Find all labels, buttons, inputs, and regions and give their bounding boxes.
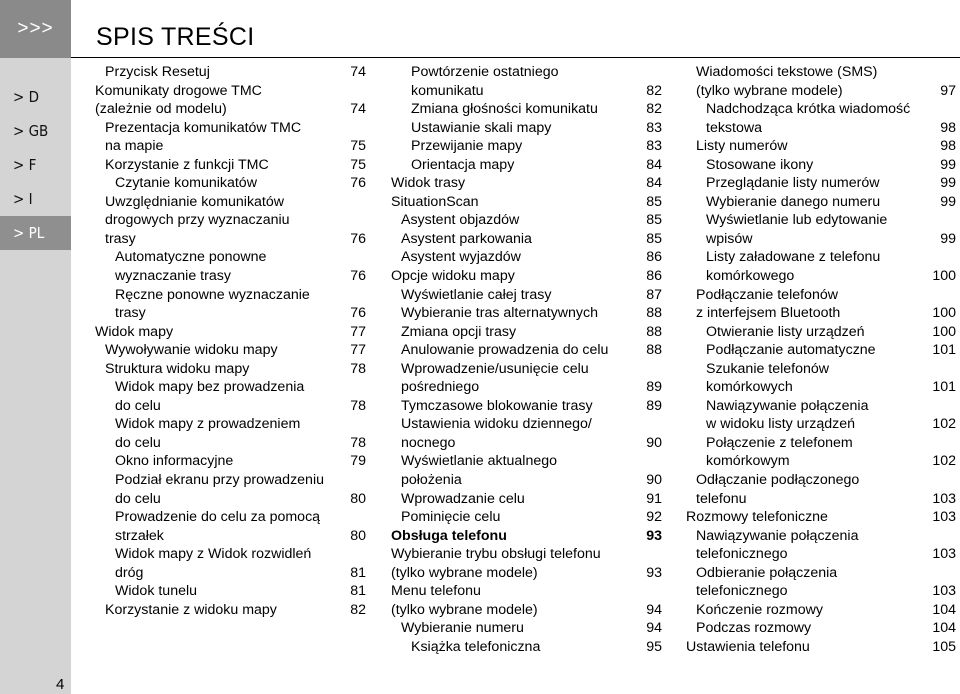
page-number: 4: [56, 676, 65, 693]
lang-tab-pl[interactable]: > PL: [0, 216, 71, 250]
toc-entry-title: Opcje widoku mapy: [391, 268, 515, 285]
toc-entry[interactable]: [686, 341, 956, 360]
toc-entry-title: pośredniego: [401, 379, 480, 396]
toc-entry-title: Kończenie rozmowy: [696, 601, 823, 618]
toc-entry-page: 99: [940, 193, 956, 210]
toc-entry-title: Pominięcie celu: [401, 509, 501, 526]
toc-entry[interactable]: [95, 248, 366, 267]
language-sidebar: [0, 0, 71, 694]
toc-entry-title: Podłączanie telefonów: [696, 286, 838, 303]
toc-entry-title: (tylko wybrane modele): [391, 601, 538, 618]
toc-entry-page: 75: [350, 156, 366, 173]
toc-entry-page: 80: [350, 527, 366, 544]
toc-entry-page: 81: [350, 583, 366, 600]
toc-entry[interactable]: [391, 248, 662, 267]
toc-entry-page: 76: [350, 305, 366, 322]
toc-entry-page: 102: [932, 453, 956, 470]
toc-entry-title: Zmiana opcji trasy: [401, 323, 517, 340]
toc-entry-page: 102: [932, 416, 956, 433]
toc-entry-title: Menu telefonu: [391, 583, 481, 600]
toc-entry[interactable]: [686, 286, 956, 305]
toc-entry-title: Połączenie z telefonem: [706, 434, 853, 451]
toc-entry-page: 76: [350, 268, 366, 285]
toc-column-3: [686, 63, 956, 657]
toc-entry[interactable]: [95, 63, 366, 82]
toc-entry-page: 76: [350, 230, 366, 247]
toc-entry[interactable]: [686, 156, 956, 175]
toc-entry[interactable]: [391, 490, 662, 509]
toc-entry[interactable]: [391, 82, 662, 101]
toc-entry-title: Obsługa telefonu: [391, 527, 507, 544]
toc-entry-title: Czytanie komunikatów: [115, 175, 257, 192]
toc-entry-title: Anulowanie prowadzenia do celu: [401, 342, 609, 359]
toc-entry[interactable]: [95, 582, 366, 601]
toc-entry[interactable]: [686, 638, 956, 657]
toc-entry-title: Książka telefoniczna: [411, 638, 541, 655]
toc-entry[interactable]: [391, 100, 662, 119]
toc-entry[interactable]: [391, 323, 662, 342]
toc-entry-title: Podłączanie automatyczne: [706, 342, 876, 359]
toc-entry[interactable]: [391, 119, 662, 138]
toc-entry-page: 103: [932, 546, 956, 563]
toc-entry-page: 89: [646, 379, 662, 396]
toc-entry-title: na mapie: [105, 138, 164, 155]
toc-entry-title: Podczas rozmowy: [696, 620, 812, 637]
toc-entry-page: 95: [646, 638, 662, 655]
toc-entry[interactable]: [686, 304, 956, 323]
toc-entry-page: 75: [350, 138, 366, 155]
toc-entry-title: Wyświetlanie całej trasy: [401, 286, 552, 303]
toc-entry[interactable]: [95, 490, 366, 509]
toc-entry-page: 103: [932, 490, 956, 507]
toc-entry[interactable]: [686, 230, 956, 249]
toc-entry-title: komunikatu: [411, 82, 484, 99]
toc-entry-title: (tylko wybrane modele): [696, 82, 843, 99]
toc-entry[interactable]: [391, 230, 662, 249]
toc-entry-page: 105: [932, 638, 956, 655]
toc-entry[interactable]: [686, 63, 956, 82]
toc-entry-title: SituationScan: [391, 193, 479, 210]
toc-entry-title: Prowadzenie do celu za pomocą: [115, 509, 321, 526]
toc-entry-page: 97: [940, 82, 956, 99]
toc-entry[interactable]: [391, 582, 662, 601]
lang-tab-gb[interactable]: > GB: [13, 122, 49, 140]
toc-entry[interactable]: [95, 304, 366, 323]
toc-entry[interactable]: [686, 82, 956, 101]
toc-entry-title: wpisów: [706, 230, 753, 247]
toc-entry-title: Przewijanie mapy: [411, 138, 523, 155]
toc-entry-title: Listy numerów: [696, 138, 788, 155]
toc-entry-title: Widok mapy: [95, 323, 174, 340]
toc-entry[interactable]: [686, 434, 956, 453]
toc-entry-title: Korzystanie z funkcji TMC: [105, 156, 269, 173]
toc-entry[interactable]: [95, 119, 366, 138]
toc-entry[interactable]: [391, 508, 662, 527]
page-header: [71, 0, 960, 58]
toc-entry[interactable]: [95, 397, 366, 416]
toc-entry-page: 89: [646, 397, 662, 414]
toc-entry-page: 104: [932, 620, 956, 637]
toc-entry-title: strzałek: [115, 527, 164, 544]
toc-entry-page: 93: [646, 527, 662, 544]
toc-entry-page: 100: [932, 323, 956, 340]
toc-entry-title: Ustawianie skali mapy: [411, 119, 552, 136]
toc-entry[interactable]: [686, 601, 956, 620]
toc-entry-title: Wyświetlanie aktualnego: [401, 453, 558, 470]
toc-entry-page: 91: [646, 490, 662, 507]
toc-entry-title: Szukanie telefonów: [706, 360, 830, 377]
toc-entry-page: 90: [646, 434, 662, 451]
toc-entry[interactable]: [686, 378, 956, 397]
toc-entry[interactable]: [95, 230, 366, 249]
toc-entry-page: 99: [940, 175, 956, 192]
toc-entry-title: Podział ekranu przy prowadzeniu: [115, 472, 324, 489]
toc-entry-title: telefonu: [696, 490, 747, 507]
toc-entry-title: Wprowadzanie celu: [401, 490, 525, 507]
toc-entry-title: telefonicznego: [696, 546, 788, 563]
toc-entry-page: 85: [646, 212, 662, 229]
toc-entry-page: 94: [646, 620, 662, 637]
toc-entry[interactable]: [95, 267, 366, 286]
toc-entry-page: 87: [646, 286, 662, 303]
toc-entry-title: Tymczasowe blokowanie trasy: [401, 397, 593, 414]
toc-entry-title: do celu: [115, 434, 161, 451]
toc-entry-title: Korzystanie z widoku mapy: [105, 601, 277, 618]
toc-entry[interactable]: [686, 527, 956, 546]
toc-entry-page: 77: [350, 342, 366, 359]
toc-entry-page: 84: [646, 175, 662, 192]
toc-entry-title: Asystent parkowania: [401, 230, 532, 247]
toc-entry-title: Przycisk Resetuj: [105, 64, 210, 80]
toc-entry[interactable]: [95, 341, 366, 360]
toc-entry[interactable]: [686, 582, 956, 601]
toc-entry-title: komórkowych: [706, 379, 793, 396]
toc-entry-page: 98: [940, 119, 956, 136]
toc-entry-page: 78: [350, 360, 366, 377]
toc-entry-title: Listy załadowane z telefonu: [706, 249, 881, 266]
toc-entry-title: trasy: [105, 230, 136, 247]
toc-entry-title: komórkowego: [706, 268, 795, 285]
toc-entry[interactable]: [391, 341, 662, 360]
toc-entry-title: Wiadomości tekstowe (SMS): [696, 64, 878, 80]
toc-entry[interactable]: [95, 434, 366, 453]
toc-entry-page: 78: [350, 397, 366, 414]
toc-entry-page: 104: [932, 601, 956, 618]
toc-entry[interactable]: [686, 564, 956, 583]
toc-entry-page: 100: [932, 305, 956, 322]
toc-entry[interactable]: [95, 508, 366, 527]
toc-entry-title: położenia: [401, 472, 462, 489]
toc-column-1: [95, 63, 366, 619]
toc-entry-title: Wybieranie tras alternatywnych: [401, 305, 599, 322]
toc-entry-page: 86: [646, 268, 662, 285]
toc-entry-page: 84: [646, 156, 662, 173]
toc-entry[interactable]: [686, 174, 956, 193]
toc-entry-title: z interfejsem Bluetooth: [696, 305, 841, 322]
toc-entry[interactable]: [686, 360, 956, 379]
toc-entry-title: Wybieranie numeru: [401, 620, 524, 637]
toc-entry[interactable]: [686, 267, 956, 286]
toc-entry-page: 83: [646, 119, 662, 136]
toc-entry-page: 88: [646, 305, 662, 322]
toc-entry-page: 101: [932, 379, 956, 396]
toc-entry-page: 98: [940, 138, 956, 155]
toc-entry-title: Widok mapy z Widok rozwidleń: [115, 546, 312, 563]
toc-entry[interactable]: [95, 360, 366, 379]
toc-entry[interactable]: [95, 174, 366, 193]
toc-entry[interactable]: [391, 601, 662, 620]
toc-entry-title: Rozmowy telefoniczne: [686, 509, 828, 526]
toc-entry-title: Struktura widoku mapy: [105, 360, 250, 377]
toc-entry[interactable]: [391, 360, 662, 379]
toc-entry-title: Wybieranie trybu obsługi telefonu: [391, 546, 601, 563]
toc-entry-title: do celu: [115, 490, 161, 507]
toc-entry[interactable]: [95, 82, 366, 101]
toc-entry-page: 81: [350, 564, 366, 581]
toc-entry-page: 101: [932, 342, 956, 359]
toc-entry[interactable]: [686, 323, 956, 342]
toc-entry-page: 77: [350, 323, 366, 340]
toc-entry[interactable]: [391, 267, 662, 286]
toc-entry[interactable]: [391, 452, 662, 471]
toc-entry[interactable]: [686, 452, 956, 471]
toc-entry-page: 76: [350, 175, 366, 192]
toc-entry[interactable]: [686, 619, 956, 638]
nav-arrows[interactable]: >>>: [0, 0, 71, 58]
toc-entry-title: Nadchodząca krótka wiadomość: [706, 101, 911, 118]
toc-entry-page: 85: [646, 230, 662, 247]
toc-entry[interactable]: [95, 527, 366, 546]
toc-entry-title: Komunikaty drogowe TMC: [95, 82, 262, 99]
toc-entry[interactable]: [391, 619, 662, 638]
toc-entry[interactable]: [95, 156, 366, 175]
toc-entry[interactable]: [95, 545, 366, 564]
toc-entry-title: Otwieranie listy urządzeń: [706, 323, 865, 340]
toc-entry[interactable]: [391, 527, 662, 546]
toc-entry-title: Ustawienia widoku dziennego/: [401, 416, 592, 433]
toc-entry[interactable]: [95, 452, 366, 471]
toc-entry[interactable]: [686, 490, 956, 509]
toc-column-2: [391, 63, 662, 657]
toc-entry[interactable]: [95, 193, 366, 212]
toc-entry-title: Odbieranie połączenia: [696, 564, 838, 581]
toc-entry-title: Widok mapy z prowadzeniem: [115, 416, 301, 433]
toc-entry-title: Asystent wyjazdów: [401, 249, 521, 266]
toc-entry[interactable]: [686, 193, 956, 212]
toc-entry-page: 88: [646, 342, 662, 359]
toc-entry-title: drogowych przy wyznaczaniu: [105, 212, 290, 229]
toc-entry-title: Widok mapy bez prowadzenia: [115, 379, 305, 396]
toc-entry-page: 88: [646, 323, 662, 340]
toc-entry[interactable]: [686, 211, 956, 230]
toc-entry-title: Stosowane ikony: [706, 156, 814, 173]
toc-entry-page: 103: [932, 509, 956, 526]
toc-entry[interactable]: [391, 564, 662, 583]
toc-entry-title: nocnego: [401, 434, 456, 451]
toc-entry-title: Asystent objazdów: [401, 212, 520, 229]
toc-entry[interactable]: [391, 286, 662, 305]
toc-entry-title: Nawiązywanie połączenia: [696, 527, 859, 544]
lang-tab-f[interactable]: > F: [13, 156, 37, 174]
toc-entry[interactable]: [391, 174, 662, 193]
toc-entry[interactable]: [686, 137, 956, 156]
toc-entry-title: Wybieranie danego numeru: [706, 193, 881, 210]
toc-entry[interactable]: [95, 211, 366, 230]
toc-entry-title: dróg: [115, 564, 144, 581]
toc-entry[interactable]: [391, 156, 662, 175]
toc-entry[interactable]: [95, 601, 366, 620]
toc-entry-title: Powtórzenie ostatniego: [411, 64, 559, 80]
toc-entry-page: 82: [646, 82, 662, 99]
toc-entry[interactable]: [391, 397, 662, 416]
toc-entry-title: (tylko wybrane modele): [391, 564, 538, 581]
toc-entry[interactable]: [95, 378, 366, 397]
toc-entry[interactable]: [391, 378, 662, 397]
toc-entry-title: w widoku listy urządzeń: [706, 416, 856, 433]
toc-entry[interactable]: [95, 137, 366, 156]
toc-entry[interactable]: [391, 137, 662, 156]
toc-entry[interactable]: [391, 304, 662, 323]
toc-entry-title: Widok trasy: [391, 175, 466, 192]
lang-tab-i[interactable]: > I: [13, 190, 33, 208]
toc-entry[interactable]: [686, 545, 956, 564]
toc-entry-title: Wprowadzenie/usunięcie celu: [401, 360, 589, 377]
toc-entry-page: 83: [646, 138, 662, 155]
toc-entry[interactable]: [391, 211, 662, 230]
toc-entry-page: 86: [646, 249, 662, 266]
toc-entry-title: Orientacja mapy: [411, 156, 515, 173]
toc-entry[interactable]: [686, 397, 956, 416]
toc-entry[interactable]: [391, 471, 662, 490]
toc-entry-title: komórkowym: [706, 453, 790, 470]
toc-entry-title: Przeglądanie listy numerów: [706, 175, 880, 192]
toc-entry[interactable]: [686, 508, 956, 527]
toc-entry[interactable]: [686, 415, 956, 434]
toc-entry-title: tekstowa: [706, 119, 762, 136]
toc-entry-title: Wyświetlanie lub edytowanie: [706, 212, 888, 229]
toc-entry-page: 100: [932, 268, 956, 285]
toc-entry-page: 79: [350, 453, 366, 470]
toc-entry-page: 80: [350, 490, 366, 507]
toc-entry-page: 90: [646, 472, 662, 489]
toc-entry-title: Zmiana głośności komunikatu: [411, 101, 598, 118]
toc-entry[interactable]: [686, 248, 956, 267]
lang-tab-d[interactable]: > D: [13, 88, 39, 106]
toc-entry[interactable]: [686, 119, 956, 138]
toc-entry-title: Ręczne ponowne wyznaczanie: [115, 286, 310, 303]
toc-entry[interactable]: [391, 638, 662, 657]
toc-entry-title: Prezentacja komunikatów TMC: [105, 119, 302, 136]
toc-entry-page: 74: [350, 64, 366, 80]
toc-entry-page: 78: [350, 434, 366, 451]
toc-entry-page: 103: [932, 583, 956, 600]
toc-entry[interactable]: [391, 545, 662, 564]
toc-entry[interactable]: [686, 100, 956, 119]
toc-entry[interactable]: [95, 564, 366, 583]
toc-entry-title: Automatyczne ponowne: [115, 249, 267, 266]
toc-entry[interactable]: [686, 471, 956, 490]
toc-entry-title: Ustawienia telefonu: [686, 638, 810, 655]
page-title: SPIS TREŚCI: [96, 23, 255, 51]
toc-entry-page: 82: [646, 101, 662, 118]
toc-entry-page: 85: [646, 193, 662, 210]
toc-entry-page: 94: [646, 601, 662, 618]
toc-entry-page: 92: [646, 509, 662, 526]
toc-entry-title: (zależnie od modelu): [95, 101, 227, 118]
toc-entry[interactable]: [95, 100, 366, 119]
toc-entry[interactable]: [95, 286, 366, 305]
toc-entry-title: wyznaczanie trasy: [115, 268, 231, 285]
toc-entry-title: Wywoływanie widoku mapy: [105, 342, 278, 359]
toc-entry[interactable]: [391, 434, 662, 453]
toc-entry[interactable]: [391, 63, 662, 82]
toc-entry-title: Widok tunelu: [115, 583, 198, 600]
toc-entry-title: trasy: [115, 305, 146, 322]
toc-entry-title: Nawiązywanie połączenia: [706, 397, 869, 414]
toc-entry-page: 74: [350, 101, 366, 118]
toc-entry-page: 99: [940, 230, 956, 247]
toc-entry[interactable]: [95, 323, 366, 342]
toc-entry-title: Uwzględnianie komunikatów: [105, 193, 285, 210]
toc-entry-page: 99: [940, 156, 956, 173]
toc-entry-title: telefonicznego: [696, 583, 788, 600]
toc-entry[interactable]: [391, 193, 662, 212]
toc-entry-title: Okno informacyjne: [115, 453, 234, 470]
toc-entry[interactable]: [95, 415, 366, 434]
toc-entry[interactable]: [391, 415, 662, 434]
toc-entry-page: 93: [646, 564, 662, 581]
toc-entry-page: 82: [350, 601, 366, 618]
toc-entry-title: Odłączanie podłączonego: [696, 472, 860, 489]
toc-entry[interactable]: [95, 471, 366, 490]
toc-entry-title: do celu: [115, 397, 161, 414]
